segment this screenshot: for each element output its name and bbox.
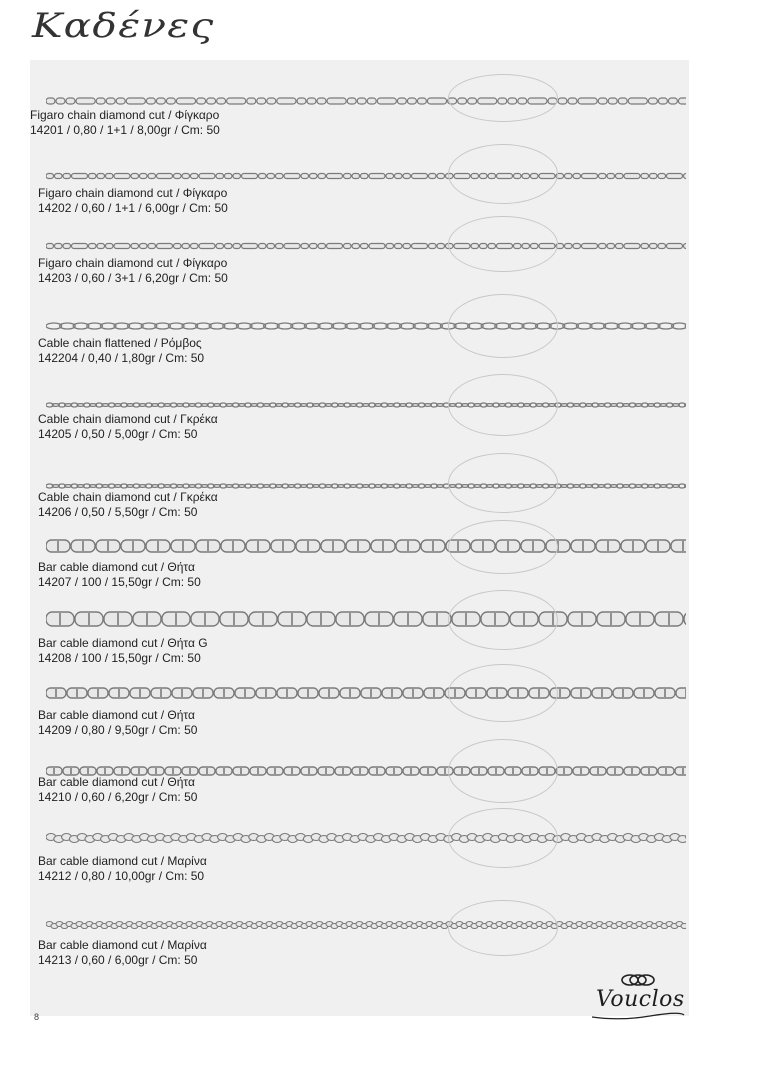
chain-link [618, 98, 627, 104]
chain-link [197, 98, 206, 104]
logo-mark-icon [620, 973, 656, 987]
chain-link [650, 244, 658, 249]
chain-link [225, 174, 233, 179]
chain-image [46, 684, 686, 702]
magnifier-circle [448, 74, 558, 122]
magnifier-circle [448, 900, 558, 956]
chain-name: Figaro chain diamond cut / Φίγκαρο [38, 186, 228, 200]
chain-link [242, 244, 258, 249]
page-title: Καδένες [32, 6, 215, 46]
brand-logo [590, 973, 688, 1023]
chain-link [352, 174, 360, 179]
chain-link [247, 98, 256, 104]
chain-link [386, 244, 394, 249]
chain-link [607, 174, 615, 179]
magnifier-circle [448, 590, 558, 650]
chain-link [369, 174, 385, 179]
chain-spec: 14203 / 0,60 / 3+1 / 6,20gr / Cm: 50 [38, 271, 228, 285]
chain-link [327, 98, 346, 104]
chain-link [608, 98, 617, 104]
chain-link [318, 244, 326, 249]
chain-link [157, 174, 173, 179]
chain-link [284, 174, 300, 179]
chain-image [46, 169, 686, 183]
chain-name: Bar cable diamond cut / Θήτα [38, 775, 195, 789]
chain-link [106, 174, 114, 179]
chain-link [599, 174, 607, 179]
chain-link [277, 98, 296, 104]
chain-link [628, 98, 647, 104]
magnifier-circle [448, 664, 558, 722]
chain-link [357, 98, 366, 104]
chain-spec: 14210 / 0,60 / 6,20gr / Cm: 50 [38, 790, 198, 804]
chain-link [63, 244, 71, 249]
chain-link [429, 244, 437, 249]
chain-link [148, 174, 156, 179]
chain-link [276, 244, 284, 249]
chain-link [582, 174, 598, 179]
chain-link [565, 174, 573, 179]
chain-link [146, 98, 155, 104]
magnifier-circle [448, 216, 558, 272]
chain-link [558, 98, 567, 104]
chain-image [46, 919, 686, 931]
chain-link [257, 98, 266, 104]
chain-link [361, 174, 369, 179]
chain-name: Cable chain diamond cut / Γκρέκα [38, 490, 218, 504]
chain-link [403, 244, 411, 249]
chain-link [681, 924, 686, 929]
chain-link [284, 244, 300, 249]
chain-spec: 14206 / 0,50 / 5,50gr / Cm: 50 [38, 505, 198, 519]
chain-link [301, 174, 309, 179]
chain-link [624, 244, 640, 249]
chain-image [46, 607, 686, 631]
chain-link [140, 244, 148, 249]
magnifier-circle [448, 374, 558, 436]
chain-link [233, 174, 241, 179]
chain-link [216, 244, 224, 249]
chain-link [565, 244, 573, 249]
chain-link [114, 174, 130, 179]
chain-link [46, 174, 54, 179]
chain-link [344, 244, 352, 249]
chain-link [259, 244, 267, 249]
chain-link [616, 244, 624, 249]
chain-link [182, 244, 190, 249]
chain-link [607, 244, 615, 249]
chain-link [684, 244, 687, 249]
chain-name: Bar cable diamond cut / Μαρίνα [38, 854, 207, 868]
chain-link [156, 98, 165, 104]
chain-link [317, 98, 326, 104]
magnifier-circle [448, 808, 558, 868]
chain-link [63, 174, 71, 179]
chain-link [76, 98, 95, 104]
chain-link [307, 98, 316, 104]
magnifier-circle [448, 739, 558, 803]
chain-link [397, 98, 406, 104]
chain-link [573, 244, 581, 249]
chain-link [658, 98, 667, 104]
magnifier-circle [448, 520, 558, 574]
chain-link [318, 174, 326, 179]
chain-link [641, 174, 649, 179]
chain-link [624, 174, 640, 179]
chain-link [684, 612, 686, 626]
chain-link [429, 174, 437, 179]
chain-link [89, 174, 97, 179]
chain-link [582, 244, 598, 249]
chain-link [437, 174, 445, 179]
chain-name: Bar cable diamond cut / Μαρίνα [38, 938, 207, 952]
chain-link [599, 244, 607, 249]
chain-link [174, 174, 182, 179]
chain-link [678, 98, 686, 104]
chain-link [352, 244, 360, 249]
chain-image [46, 536, 686, 556]
chain-link [227, 98, 246, 104]
chain-link [658, 174, 666, 179]
chain-link [568, 98, 577, 104]
chain-link [182, 174, 190, 179]
chain-link [131, 174, 139, 179]
chain-spec: 14202 / 0,60 / 1+1 / 6,00gr / Cm: 50 [38, 201, 228, 215]
catalog-panel [30, 60, 689, 1016]
chain-link [55, 174, 63, 179]
chain-link [72, 244, 88, 249]
chain-name: Cable chain flattened / Ρόμβος [38, 336, 202, 350]
magnifier-circle [448, 144, 558, 204]
logo-swash-icon [590, 1011, 686, 1021]
chain-link [97, 174, 105, 179]
chain-link [46, 244, 54, 249]
chain-link [667, 244, 683, 249]
chain-name: Bar cable diamond cut / Θήτα [38, 560, 195, 574]
chain-link [157, 244, 173, 249]
chain-link [96, 98, 105, 104]
chain-link [174, 244, 182, 249]
chain-link [126, 98, 145, 104]
brand-name: Vouclos [596, 987, 685, 1012]
chain-link [114, 244, 130, 249]
chain-link [327, 174, 343, 179]
chain-link [407, 98, 416, 104]
chain-link [395, 244, 403, 249]
chain-link [395, 174, 403, 179]
chain-link [648, 98, 657, 104]
chain-link [106, 244, 114, 249]
chain-spec: 14207 / 100 / 15,50gr / Cm: 50 [38, 575, 201, 589]
chain-link [403, 174, 411, 179]
chain-link [367, 98, 376, 104]
chain-spec: 14205 / 0,50 / 5,00gr / Cm: 50 [38, 427, 198, 441]
chain-link [667, 174, 683, 179]
chain-link [310, 244, 318, 249]
chain-link [678, 836, 686, 843]
chain-link [598, 98, 607, 104]
chain-link [46, 98, 55, 104]
chain-link [207, 98, 216, 104]
chain-spec: 14213 / 0,60 / 6,00gr / Cm: 50 [38, 953, 198, 967]
chain-link [191, 244, 199, 249]
chain-link [578, 98, 597, 104]
chain-link [116, 98, 125, 104]
chain-link [437, 244, 445, 249]
chain-spec: 14212 / 0,80 / 10,00gr / Cm: 50 [38, 869, 205, 883]
chain-link [216, 174, 224, 179]
chain-spec: 142204 / 0,40 / 1,80gr / Cm: 50 [38, 351, 205, 365]
chain-link [225, 244, 233, 249]
chain-link [361, 244, 369, 249]
chain-link [97, 244, 105, 249]
chain-link [176, 98, 195, 104]
chain-link [66, 98, 75, 104]
chain-link [650, 174, 658, 179]
chain-image [46, 318, 686, 334]
chain-link [616, 174, 624, 179]
chain-link [675, 767, 686, 775]
chain-image [46, 239, 686, 253]
chain-link [427, 98, 446, 104]
chain-link [658, 244, 666, 249]
chain-spec: 14209 / 0,80 / 9,50gr / Cm: 50 [38, 723, 198, 737]
chain-name: Bar cable diamond cut / Θήτα G [38, 636, 208, 650]
chain-link [310, 174, 318, 179]
chain-link [267, 174, 275, 179]
chain-link [166, 98, 175, 104]
chain-image [46, 399, 686, 411]
chain-link [140, 174, 148, 179]
chain-link [217, 98, 226, 104]
chain-link [573, 174, 581, 179]
chain-image [46, 831, 686, 845]
chain-name: Figaro chain diamond cut / Φίγκαρο [30, 108, 220, 122]
chain-spec: 14208 / 100 / 15,50gr / Cm: 50 [38, 651, 201, 665]
chain-link [267, 98, 276, 104]
chain-link [347, 98, 356, 104]
chain-link [369, 244, 385, 249]
chain-image [46, 94, 686, 108]
chain-link [344, 174, 352, 179]
chain-link [55, 244, 63, 249]
magnifier-circle [448, 453, 558, 513]
chain-name: Bar cable diamond cut / Θήτα [38, 708, 195, 722]
chain-link [72, 174, 88, 179]
chain-link [276, 174, 284, 179]
magnifier-circle [448, 294, 558, 358]
chain-link [233, 244, 241, 249]
chain-link [199, 244, 215, 249]
chain-link [56, 98, 65, 104]
chain-link [267, 244, 275, 249]
chain-link [412, 174, 428, 179]
chain-link [377, 98, 396, 104]
chain-link [297, 98, 306, 104]
chain-link [191, 174, 199, 179]
chain-link [684, 174, 687, 179]
chain-link [668, 98, 677, 104]
chain-link [641, 244, 649, 249]
chain-link [412, 244, 428, 249]
chain-link [301, 244, 309, 249]
chain-link [676, 688, 686, 698]
chain-link [386, 174, 394, 179]
chain-link [89, 244, 97, 249]
chain-link [131, 244, 139, 249]
chain-name: Figaro chain diamond cut / Φίγκαρο [38, 256, 228, 270]
chain-link [417, 98, 426, 104]
chain-spec: 14201 / 0,80 / 1+1 / 8,00gr / Cm: 50 [30, 123, 220, 137]
chain-link [242, 174, 258, 179]
chain-link [327, 244, 343, 249]
chain-link [106, 98, 115, 104]
chain-link [259, 174, 267, 179]
chain-link [148, 244, 156, 249]
chain-link [199, 174, 215, 179]
chain-name: Cable chain diamond cut / Γκρέκα [38, 412, 218, 426]
page-number: 8 [34, 1012, 40, 1022]
